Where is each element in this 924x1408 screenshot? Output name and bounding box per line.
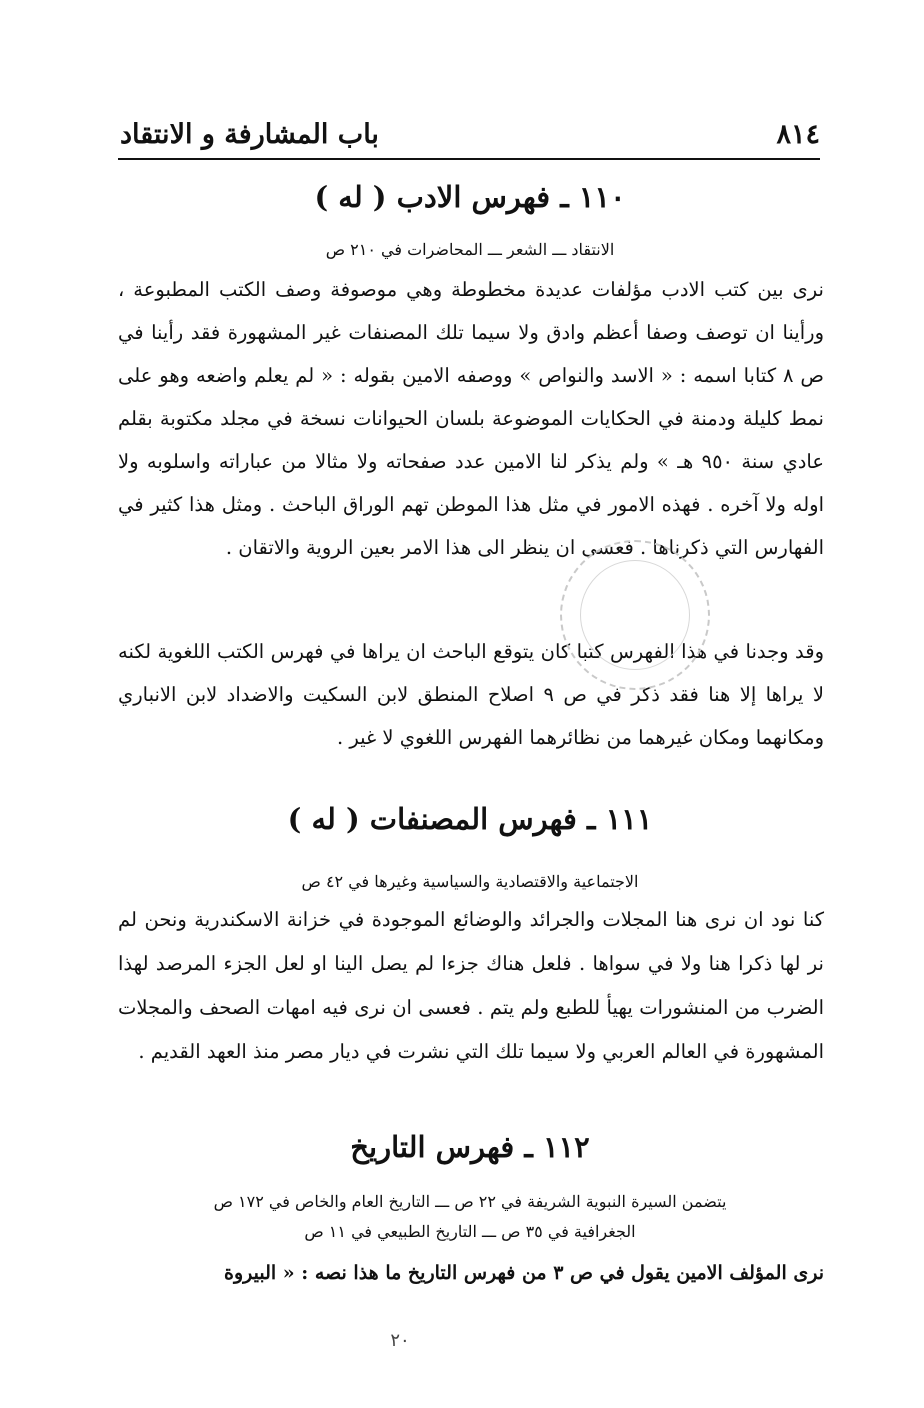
section-112-subtitle-line-1: يتضمن السيرة النبوية الشريفة في ٢٢ ص ـــ التاريخ العام والخاص في ١٧٢ ص: [213, 1192, 727, 1211]
section-110-title: ١١٠ ـ فهرس الادب ( له ): [314, 180, 626, 214]
section-111-title: ١١١ ـ فهرس المصنفات ( له ): [287, 802, 653, 836]
library-stamp-watermark: [560, 540, 710, 690]
page-number: ٨١٤: [776, 118, 820, 150]
section-110-paragraph-2: وقد وجدنا في هذا الفهرس كتبا كان يتوقع الباحث ان يراها في فهرس الكتب اللغوية لكنه لا يراها إلا هنا فقد ذكر في ص ٩ اصلاح المنطق لابن السكيت والاضداد لابن الانباري ومكانهما ومكان غيرهما من نظائرهما الفهرس اللغوي لا غير .: [118, 640, 825, 749]
section-112-title: ١١٢ ـ فهرس التاريخ: [350, 1130, 590, 1164]
running-title: باب المشارفة و الانتقاد: [120, 118, 379, 150]
page-header: [120, 108, 820, 160]
header-rule: [118, 158, 820, 160]
signature-mark: ٢٠: [390, 1330, 410, 1351]
section-112-lead-line: نرى المؤلف الامين يقول في ص ٣ من فهرس التاريخ ما هذا نصه : « البيروة: [223, 1262, 824, 1284]
section-110-subtitle: الانتقاد ـــ الشعر ـــ المحاضرات في ٢١٠ ص: [325, 240, 615, 259]
section-112-subtitle-line-2: الجغرافية في ٣٥ ص ـــ التاريخ الطبيعي في ١١ ص: [304, 1222, 636, 1241]
library-stamp-inner-ring: [580, 560, 690, 670]
section-111-subtitle: الاجتماعية والاقتصادية والسياسية وغيرها في ٤٢ ص: [301, 872, 639, 891]
section-111-paragraph-1: كنا نود ان نرى هنا المجلات والجرائد والوضائع الموجودة في خزانة الاسكندرية ونحن لم نر لها ذكرا هنا ولا في سواها . فلعل هناك جزءا لم يصل الينا او لعل الجزء المرصد لهذا الضرب من المنشورات يهيأ للطبع ولم يتم . فعسى ان نرى فيه امهات الصحف والمجلات المشهورة في العالم العربي ولا سيما تلك التي نشرت في ديار مصر منذ العهد القديم .: [118, 908, 824, 1063]
section-110-paragraph-1: نرى بين كتب الادب مؤلفات عديدة مخطوطة وهي موصوفة وصف الكتب المطبوعة ، ورأينا ان توصف وصفا أعظم وادق ولا سيما تلك المصنفات غير المشهورة فقد رأينا في ص ٨ كتابا اسمه : « الاسد والنواص » ووصفه الامين بقوله : « لم يعلم واضعه وهو على نمط كليلة ودمنة في الحكايات الموضوعة بلسان الحيوانات نسخة في مجلد مكتوبة بقلم عادي سنة ٩٥٠ هـ » ولم يذكر لنا الامين عدد صفحاته ولا مثالا من عباراته واسلوبه ولا اوله ولا آخره . فهذه الامور في مثل هذا الموطن تهم الوراق الباحث . ومثل هذا كثير في الفهارس التي ذكرناها . فعسى ان ينظر الى هذا الامر بعين الروية والاتقان .: [118, 278, 824, 559]
